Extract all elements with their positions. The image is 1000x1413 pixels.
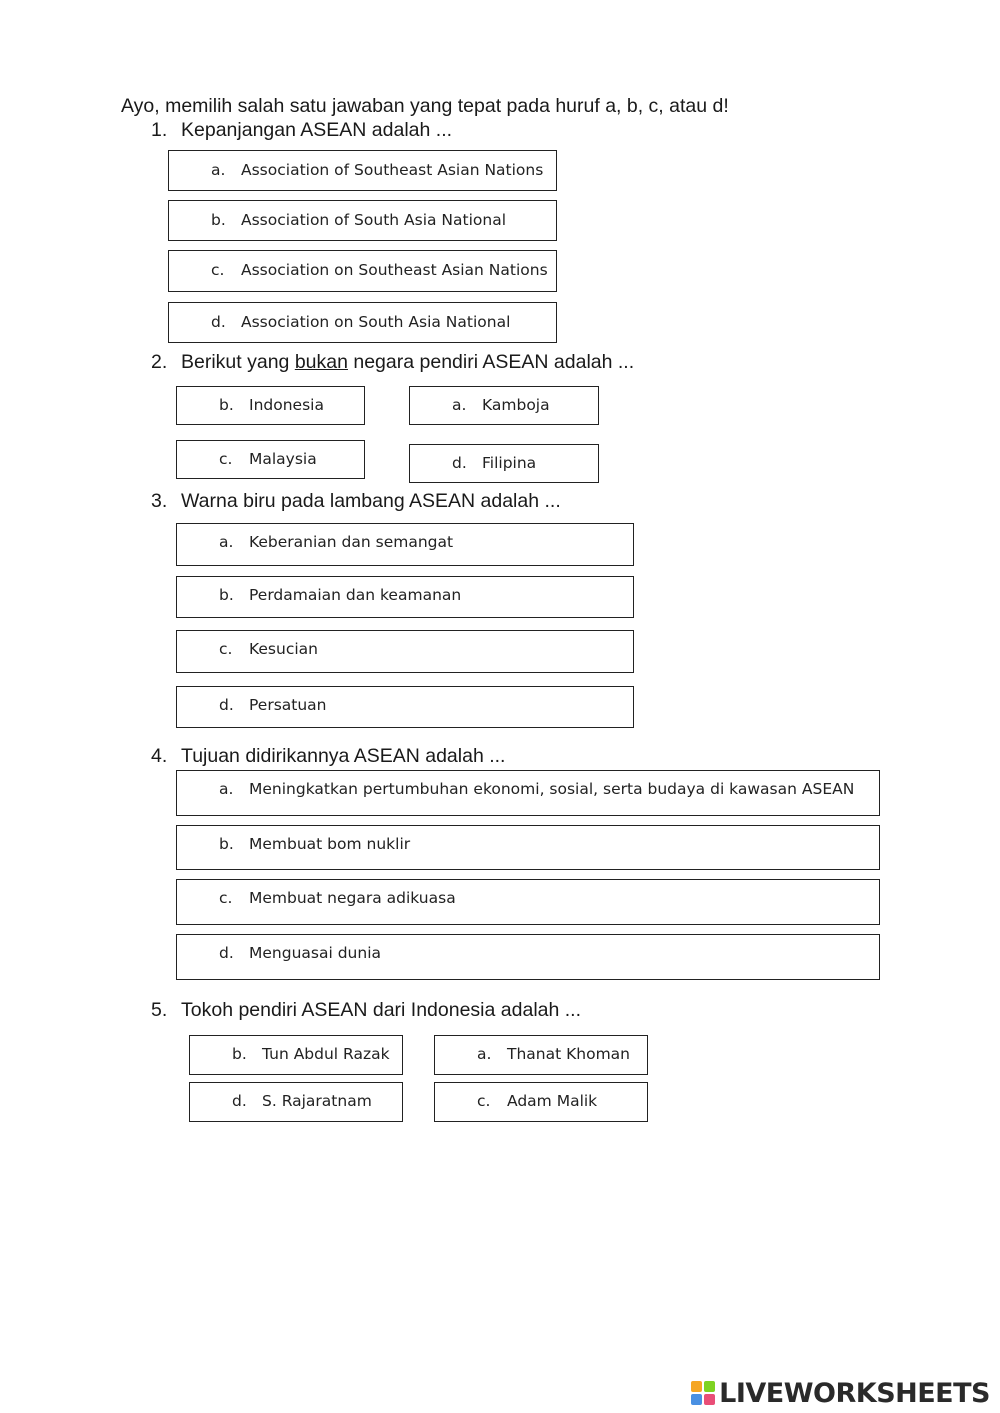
option-text: Menguasai dunia	[249, 944, 381, 962]
question-3	[151, 490, 561, 513]
option-text: Meningkatkan pertumbuhan ekonomi, sosial, serta budaya di kawasan ASEAN	[249, 780, 855, 798]
q1-option-c[interactable]	[168, 250, 557, 292]
option-letter: b.	[219, 835, 234, 853]
option-text: Persatuan	[249, 696, 327, 714]
q5-option-a[interactable]	[434, 1035, 648, 1075]
option-letter: b.	[219, 586, 234, 604]
option-letter: c.	[219, 450, 233, 468]
option-text: Keberanian dan semangat	[249, 533, 454, 551]
option-letter: c.	[219, 640, 233, 658]
question-5	[151, 999, 581, 1022]
option-letter: a.	[477, 1045, 492, 1063]
logo-square-4	[704, 1394, 715, 1405]
question-text-after: negara pendiri ASEAN adalah ...	[347, 351, 635, 373]
q4-option-d[interactable]	[176, 934, 880, 980]
option-letter: a.	[219, 780, 234, 798]
q2-option-d[interactable]	[409, 444, 599, 483]
option-letter: d.	[219, 696, 234, 714]
q3-option-a[interactable]	[176, 523, 634, 566]
logo-square-2	[704, 1381, 715, 1392]
logo-square-1	[691, 1381, 702, 1392]
option-letter: d.	[232, 1092, 247, 1110]
question-text: Tujuan didirikannya ASEAN adalah ...	[181, 745, 506, 767]
option-text: Perdamaian dan keamanan	[249, 586, 462, 604]
q3-option-d[interactable]	[176, 686, 634, 728]
option-text: Association on South Asia National	[241, 313, 511, 331]
option-text: Thanat Khoman	[507, 1045, 631, 1063]
question-4	[151, 745, 505, 768]
option-letter: c.	[219, 889, 233, 907]
liveworksheets-logo	[691, 1378, 990, 1408]
option-letter: d.	[219, 944, 234, 962]
option-text: Tun Abdul Razak	[262, 1045, 390, 1063]
option-text: Indonesia	[249, 396, 324, 414]
option-text: Association of Southeast Asian Nations	[241, 161, 544, 179]
option-text: Membuat bom nuklir	[249, 835, 411, 853]
option-letter: c.	[477, 1092, 491, 1110]
option-text: Kamboja	[482, 396, 550, 414]
option-letter: b.	[211, 211, 226, 229]
question-1	[151, 119, 452, 142]
option-text: Kesucian	[249, 640, 318, 658]
question-number: 4.	[151, 745, 168, 767]
option-letter: b.	[219, 396, 234, 414]
logo-square-3	[691, 1394, 702, 1405]
q5-option-c[interactable]	[434, 1082, 648, 1122]
q2-option-c[interactable]	[176, 440, 365, 479]
q4-option-a[interactable]	[176, 770, 880, 816]
option-letter: c.	[211, 261, 225, 279]
question-2	[151, 351, 634, 374]
q2-option-a[interactable]	[409, 386, 599, 425]
option-text: Filipina	[482, 454, 537, 472]
q5-option-b[interactable]	[189, 1035, 403, 1075]
option-letter: d.	[211, 313, 226, 331]
q3-option-c[interactable]	[176, 630, 634, 673]
option-letter: d.	[452, 454, 467, 472]
question-text: Tokoh pendiri ASEAN dari Indonesia adalah ...	[181, 999, 582, 1021]
question-text-underlined: bukan	[294, 351, 348, 373]
question-text: Kepanjangan ASEAN adalah ...	[181, 119, 453, 141]
q4-option-c[interactable]	[176, 879, 880, 925]
option-text: Membuat negara adikuasa	[249, 889, 456, 907]
q5-option-d[interactable]	[189, 1082, 403, 1122]
option-letter: b.	[232, 1045, 247, 1063]
option-letter: a.	[452, 396, 467, 414]
option-text: Malaysia	[249, 450, 317, 468]
option-text: Association on Southeast Asian Nations	[241, 261, 548, 279]
question-number: 3.	[151, 490, 168, 512]
instruction: Ayo, memilih salah satu jawaban yang tepat pada huruf a, b, c, atau d!	[121, 95, 729, 117]
option-text: S. Rajaratnam	[262, 1092, 372, 1110]
question-number: 1.	[151, 119, 168, 141]
q1-option-a[interactable]	[168, 150, 557, 191]
logo-mark-icon	[691, 1381, 715, 1405]
q1-option-d[interactable]	[168, 302, 557, 343]
option-letter: a.	[219, 533, 234, 551]
option-text: Adam Malik	[507, 1092, 598, 1110]
option-text: Association of South Asia National	[241, 211, 507, 229]
q3-option-b[interactable]	[176, 576, 634, 618]
q1-option-b[interactable]	[168, 200, 557, 241]
question-number: 5.	[151, 999, 168, 1021]
q4-option-b[interactable]	[176, 825, 880, 870]
question-number: 2.	[151, 351, 168, 373]
q2-option-b[interactable]	[176, 386, 365, 425]
question-text: Warna biru pada lambang ASEAN adalah ...	[181, 490, 561, 512]
option-letter: a.	[211, 161, 226, 179]
question-text-before: Berikut yang	[181, 351, 295, 373]
logo-wordmark: LIVEWORKSHEETS	[719, 1377, 990, 1409]
